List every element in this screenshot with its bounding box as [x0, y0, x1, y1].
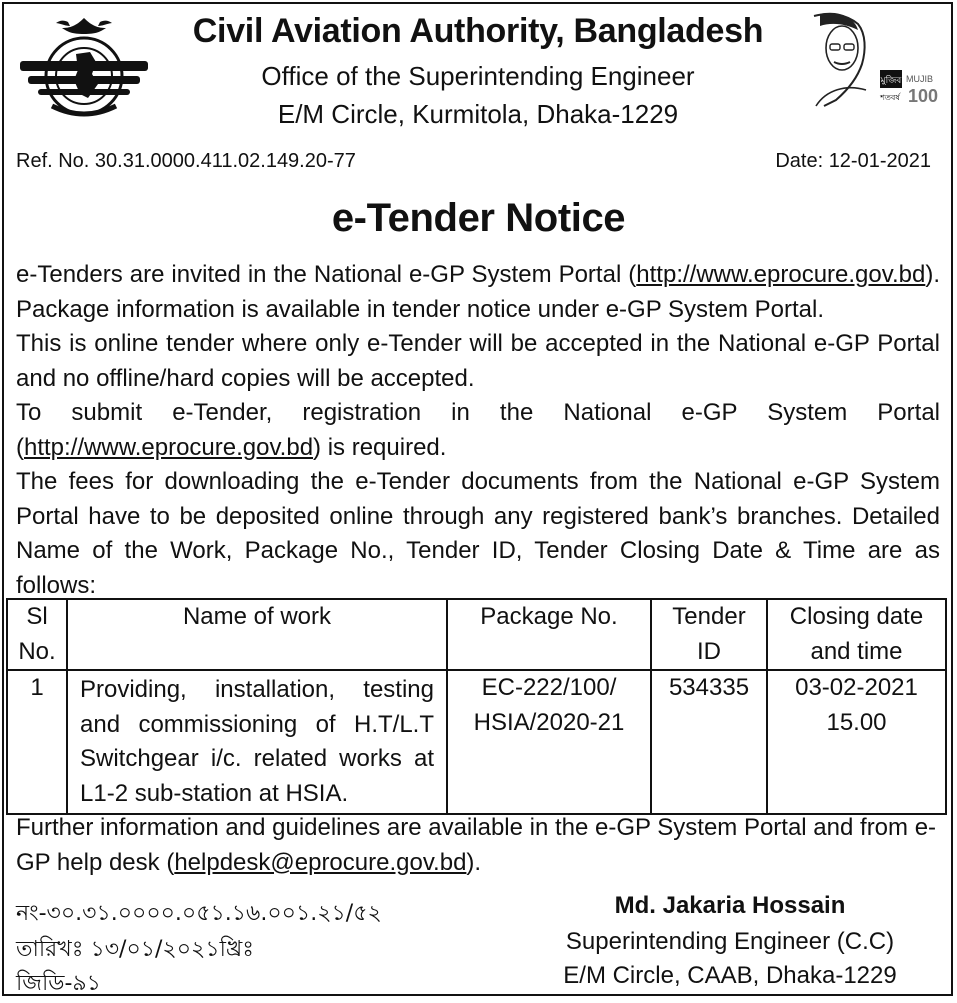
notice-date: Date: 12-01-2021 [775, 150, 931, 172]
cell-tender-id: 534335 [651, 670, 767, 814]
mujib-portrait-image [806, 10, 939, 110]
caab-logo-icon [18, 14, 150, 120]
paragraph-registration: To submit e-Tender, registration in the National e-GP System Portal (http://www.eprocure.gov.bd) is required. [16, 399, 940, 461]
further-information: Further information and guidelines are available in the e-GP System Portal and from e-GP help desk (helpdesk@eprocure.gov.bd). [16, 814, 937, 876]
cell-closing [767, 670, 946, 814]
paragraph-invitation: e-Tenders are invited in the National e-GP System Portal (http://www.eprocure.gov.bd). Package information is available in tender notice under e-GP System Portal. [16, 261, 940, 323]
eprocure-registration-link[interactable]: http://www.eprocure.gov.bd [24, 433, 314, 461]
organization-name: Civil Aviation Authority, Bangladesh [192, 12, 764, 50]
eprocure-link[interactable]: http://www.eprocure.gov.bd [636, 261, 926, 288]
cell-sl: 1 [7, 670, 67, 814]
header-tender-id: Tender ID [651, 599, 767, 670]
svg-text:100: 100 [908, 86, 939, 106]
bangla-date: তারিখঃ ১৩/০১/২০২১খ্রিঃ [16, 937, 255, 962]
notice-body [16, 258, 940, 603]
svg-text:শতবর্ষ: শতবর্ষ [880, 93, 900, 102]
header-sl-no: Sl No. [7, 599, 67, 670]
svg-text:মুজিব: মুজিব [880, 76, 902, 86]
closing-date: 03-02-2021 [795, 674, 918, 701]
page-title: e-Tender Notice [331, 196, 626, 240]
table-row [7, 670, 946, 814]
bangla-memo-number: নং-৩০.৩১.০০০০.০৫১.১৬.০০১.২১/৫২ [16, 901, 382, 926]
cell-package-no: EC-222/100/ HSIA/2020-21 [447, 670, 651, 814]
closing-time: 15.00 [826, 708, 887, 736]
office-name: Office of the Superintending Engineer [261, 61, 695, 91]
cell-name-of-work: Providing, installation, testing and commissioning of H.T/L.T Switchgear i/c. related works at L1-2 sub-station at HSIA. [67, 670, 447, 814]
bangla-dp-number: জিডি-৯১ [16, 971, 101, 996]
table-header-row [7, 599, 946, 670]
paragraph-online-only: This is online tender where only e-Tender will be accepted in the National e-GP Portal and no offline/hard copies will be accepted. [16, 330, 940, 392]
helpdesk-email-link[interactable]: helpdesk@eprocure.gov.bd [174, 848, 467, 876]
office-address: E/M Circle, Kurmitola, Dhaka-1229 [277, 99, 679, 129]
signatory-office: E/M Circle, CAAB, Dhaka-1229 [563, 962, 897, 989]
reference-number: Ref. No. 30.31.0000.411.02.149.20-77 [16, 150, 356, 172]
header-package-no: Package No. [447, 599, 651, 670]
header-closing-date: Closing date and time [767, 599, 946, 670]
svg-text:MUJIB: MUJIB [906, 74, 933, 84]
signatory-name: Md. Jakaria Hossain [614, 892, 846, 919]
paragraph-fees: The fees for downloading the e-Tender documents from the National e-GP System Portal have to be deposited online through any registered bank’s branches. Detailed Name of the Work, Package No., Tender ID, Tender Closing Date & Time are as follows: [16, 468, 940, 599]
signatory-designation: Superintending Engineer (C.C) [565, 928, 895, 955]
tender-table [6, 598, 947, 815]
header-name-of-work: Name of work [67, 599, 447, 670]
